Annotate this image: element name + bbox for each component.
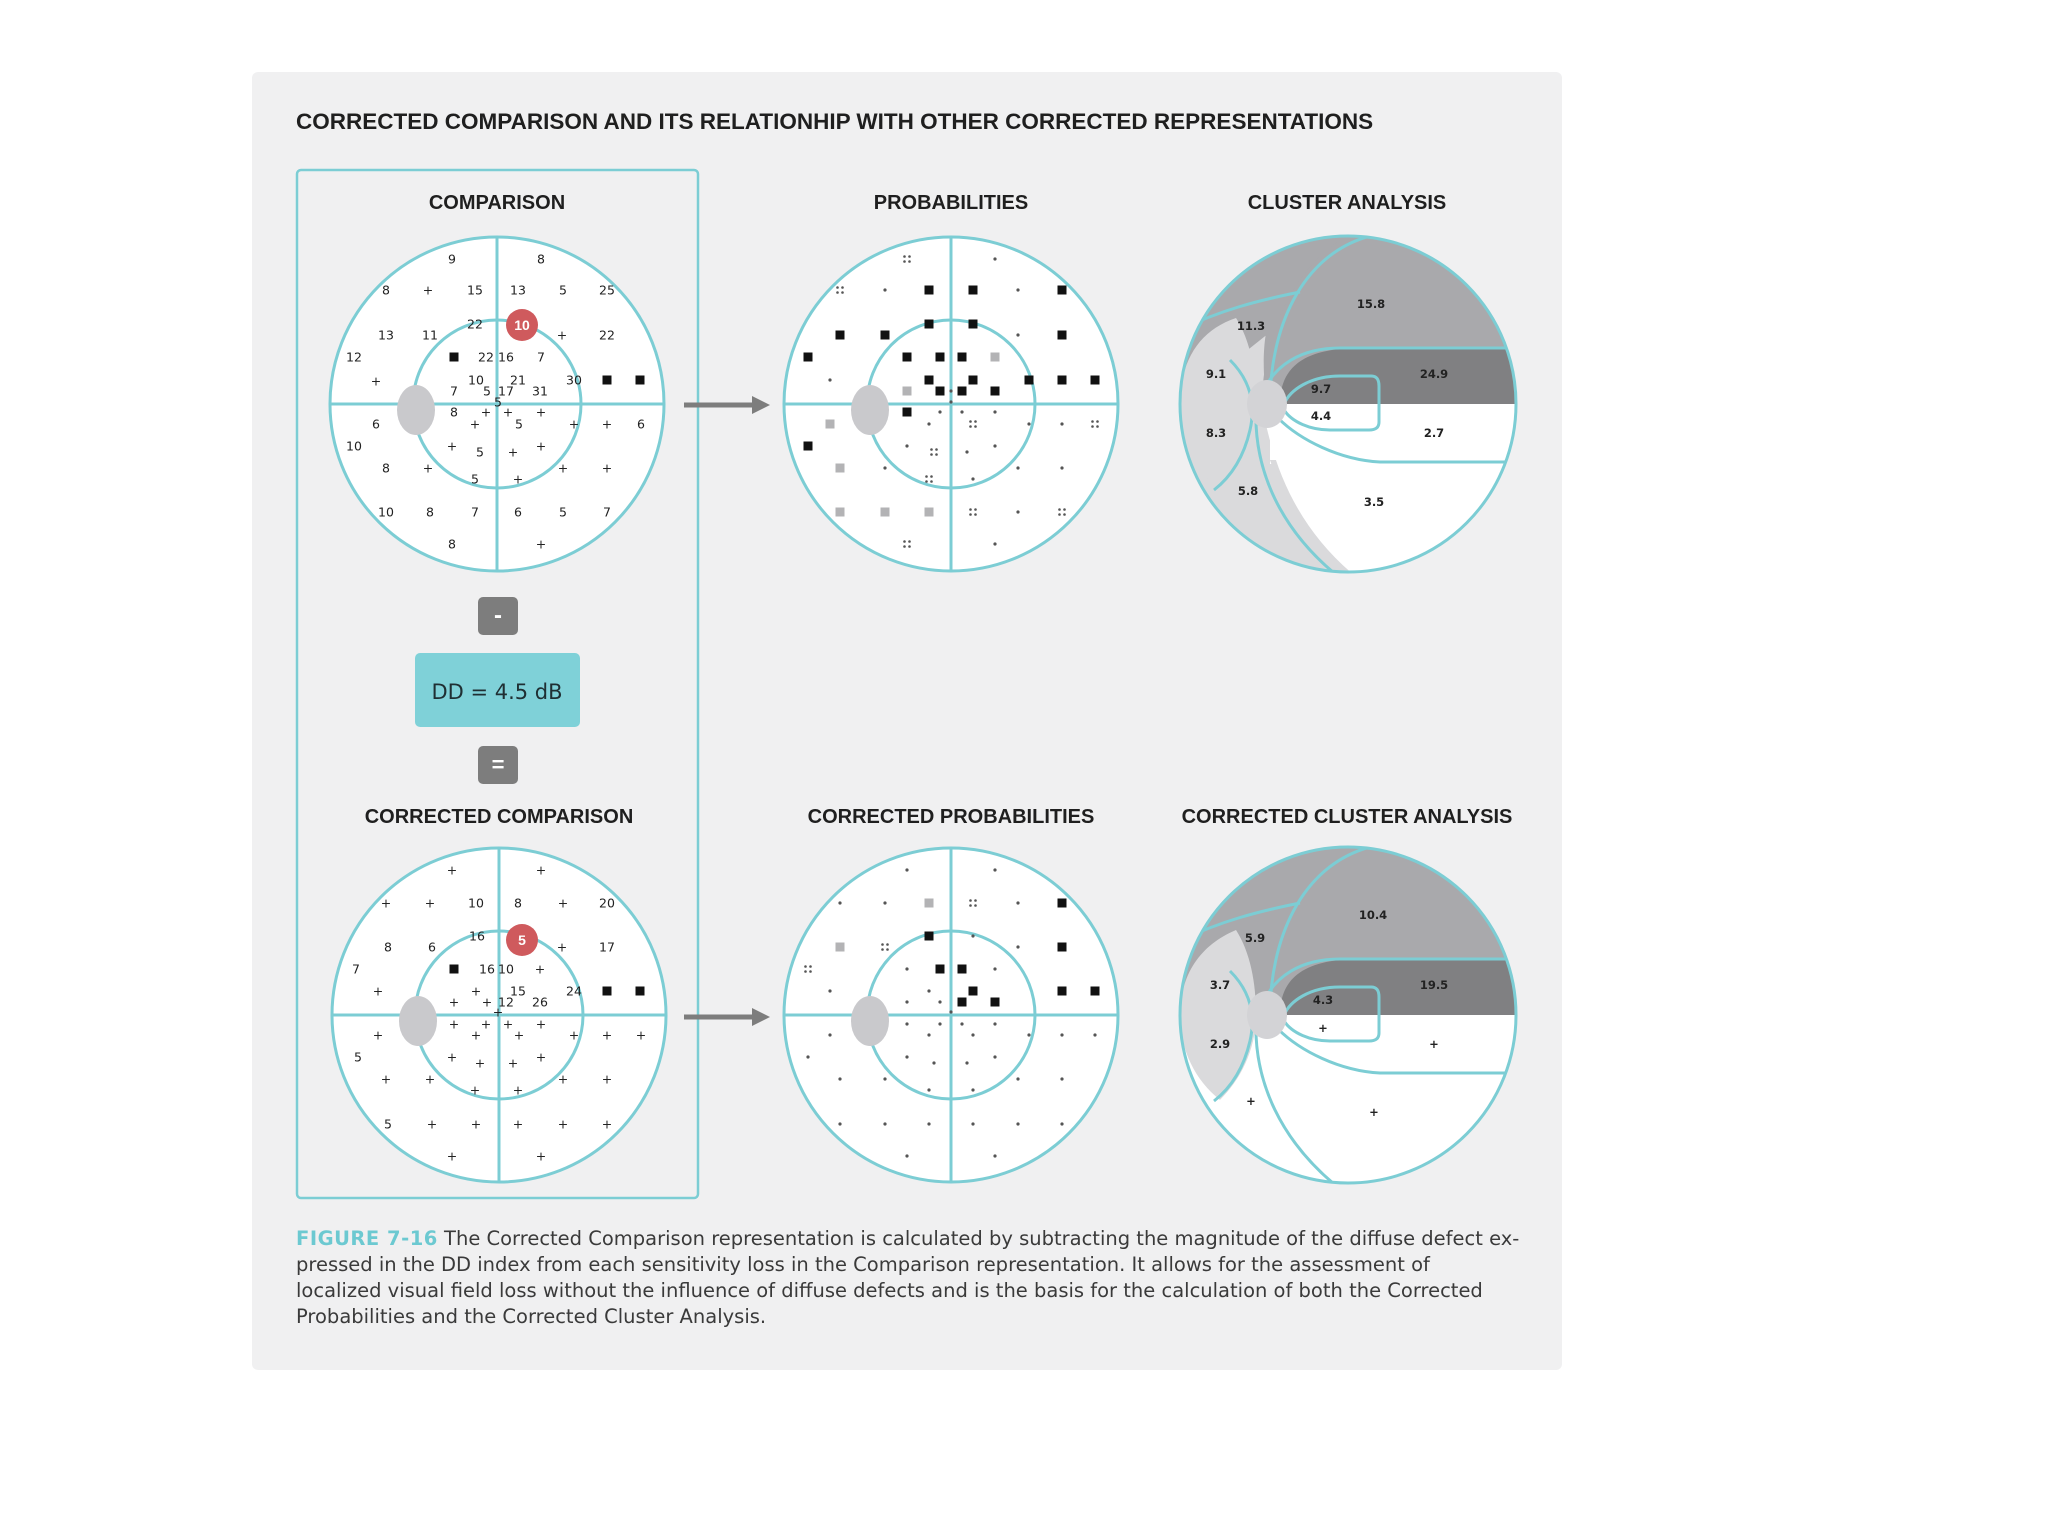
probability-symbol-black [1091,987,1100,996]
heading-probabilities: PROBABILITIES [873,192,1029,214]
probability-symbol-black [936,965,945,974]
highlight-value: 5 [518,932,526,948]
probability-symbol-dot [971,934,974,937]
sensitivity-value: + [424,895,436,911]
sensitivity-value: 22 [467,316,483,332]
equals-operator-label: = [491,752,505,777]
probability-symbol-gray [836,464,845,473]
probability-symbol-dot [1016,333,1019,336]
probability-symbol-dot [927,989,930,992]
probability-symbol-black [958,353,967,362]
sensitivity-value: 26 [532,994,548,1010]
probability-symbol-dot [927,422,930,425]
probability-symbol-dot [993,1022,996,1025]
sensitivity-value: + [372,983,384,999]
probability-symbol-dot [960,410,963,413]
cluster-value: 3.7 [1209,978,1231,993]
sensitivity-value: 6 [428,939,436,955]
sensitivity-value: 13 [378,327,394,343]
figure-caption [296,1226,1520,1330]
probability-symbol-dot [927,1088,930,1091]
probability-symbol-dot [1016,1122,1019,1125]
probability-symbol-black [903,353,912,362]
sensitivity-value: 6 [514,504,522,520]
sensitivity-value: + [480,1016,492,1032]
sensitivity-value: 10 [498,961,514,977]
cluster-value: 8.3 [1205,426,1227,441]
sensitivity-value: 5 [559,504,567,520]
sensitivity-value: + [568,1027,580,1043]
cluster-value: 4.4 [1310,409,1332,424]
sensitivity-value: 17 [498,383,514,399]
heading-comparison: COMPARISON [428,192,566,214]
probability-symbol-gray [881,508,890,517]
probability-symbol-dot [1016,510,1019,513]
sensitivity-value: 5 [515,416,523,432]
probability-symbol-dot [905,868,908,871]
probability-symbol-black [1058,943,1067,952]
corrected-probabilities-field [784,848,1118,1182]
cluster-value: + [1318,1021,1328,1036]
sensitivity-value: 16 [469,928,485,944]
sensitivity-value: + [481,994,493,1010]
probability-symbol-dot [1027,422,1030,425]
sensitivity-value: + [446,1148,458,1164]
probability-symbol-dot [938,1000,941,1003]
sensitivity-value: + [469,1082,481,1098]
probability-symbol-gray [903,387,912,396]
probability-symbol-dot [949,400,952,403]
probability-symbol-black [958,998,967,1007]
sensitivity-value: + [480,404,492,420]
corrected-cluster-analysis-field [1170,840,1530,1200]
sensitivity-value: 24 [566,983,582,999]
probability-symbol-dot [905,1055,908,1058]
dd-index-label: DD = 4.5 dB [431,680,563,704]
probability-symbol-black [1025,376,1034,385]
probability-symbol-black [903,408,912,417]
probability-symbol-dot [838,1122,841,1125]
sensitivity-value: 7 [471,504,479,520]
sensitivity-value: 8 [514,895,522,911]
probability-symbol-dot [838,1077,841,1080]
probability-symbol-dot [960,1022,963,1025]
probability-symbol-dot [993,257,996,260]
sensitivity-value: + [601,1071,613,1087]
probability-symbol-dot [905,1022,908,1025]
blind-spot [397,385,435,435]
sensitivity-value: 16 [479,961,495,977]
sensitivity-value: 8 [426,504,434,520]
sensitivity-value: 5 [384,1116,392,1132]
cluster-value: 5.9 [1244,931,1266,946]
sensitivity-value: 5 [494,394,502,410]
probability-symbol-dot [993,868,996,871]
probability-symbol-dot [1060,1122,1063,1125]
defect-square [450,965,459,974]
figure-label: FIGURE 7-16 [296,1227,438,1250]
probability-symbol-dot [883,466,886,469]
blind-spot [399,996,437,1046]
sensitivity-value: + [557,1116,569,1132]
sensitivity-value: + [370,373,382,389]
probability-symbol-dot [1016,466,1019,469]
probability-symbol-black [969,320,978,329]
sensitivity-value: + [534,961,546,977]
probability-symbol-dot [1016,288,1019,291]
cluster-value: 15.8 [1356,297,1386,312]
sensitivity-value: 5 [559,282,567,298]
probability-symbol-dot [949,1010,952,1013]
probability-symbol-black [881,331,890,340]
cluster-value: 5.8 [1237,484,1259,499]
sensitivity-value: 6 [372,416,380,432]
probability-symbol-gray [991,353,1000,362]
probability-symbol-dot [1060,1033,1063,1036]
sensitivity-value: + [422,460,434,476]
probability-symbol-black [1058,899,1067,908]
sensitivity-value: + [469,416,481,432]
sensitivity-value: + [502,404,514,420]
sensitivity-value: + [422,282,434,298]
sensitivity-value: + [635,1027,647,1043]
sensitivity-value: 30 [566,372,582,388]
probability-symbol-gray [836,943,845,952]
sensitivity-value: 22 [599,327,615,343]
probability-symbol-dot [938,1022,941,1025]
sensitivity-value: + [601,1116,613,1132]
sensitivity-value: 7 [537,349,545,365]
sensitivity-value: 7 [603,504,611,520]
probability-symbol-dot [1027,1033,1030,1036]
sensitivity-value: 7 [450,383,458,399]
cluster-value: 19.5 [1419,978,1449,993]
defect-square [603,987,612,996]
probability-symbol-dot [932,1061,935,1064]
probability-symbol-dot [1093,1033,1096,1036]
sensitivity-value: + [492,1004,504,1020]
sensitivity-value: 8 [450,404,458,420]
cluster-value: + [1246,1094,1256,1109]
sensitivity-value: + [568,416,580,432]
cluster-value: 2.9 [1209,1037,1231,1052]
sensitivity-value: 5 [483,383,491,399]
sensitivity-value: 15 [467,282,483,298]
probability-symbol-dot [971,477,974,480]
probability-symbol-dot [838,901,841,904]
figure-title: CORRECTED COMPARISON AND ITS RELATIONHIP WITH OTHER CORRECTED REPRESENTATIONS [296,109,1374,134]
sensitivity-value: 16 [498,349,514,365]
sensitivity-value: + [512,1082,524,1098]
blind-spot [1247,991,1287,1039]
probability-symbol-dot [993,1154,996,1157]
sensitivity-value: 8 [382,460,390,476]
probability-symbol-black [836,331,845,340]
probability-symbol-dot [905,967,908,970]
sensitivity-value: + [535,862,547,878]
sensitivity-value: + [601,460,613,476]
sensitivity-value: + [448,994,460,1010]
probabilities-field [784,237,1118,571]
sensitivity-value: + [513,1027,525,1043]
sensitivity-value: 5 [471,471,479,487]
sensitivity-value: + [446,862,458,878]
sensitivity-value: + [512,1116,524,1132]
probability-symbol-black [991,387,1000,396]
probability-symbol-dot [971,1033,974,1036]
probability-symbol-dot [905,444,908,447]
probability-symbol-dot [806,1055,809,1058]
blind-spot [851,385,889,435]
probability-symbol-dot [1060,1077,1063,1080]
sensitivity-value: + [512,471,524,487]
probability-symbol-dot [905,1000,908,1003]
sensitivity-value: + [502,1016,514,1032]
sensitivity-value: 5 [476,444,484,460]
corrected-comparison-field [332,848,666,1182]
cluster-value: 2.7 [1423,426,1445,441]
probability-symbol-dot [938,410,941,413]
probability-symbol-dot [927,1033,930,1036]
sensitivity-value: + [380,1071,392,1087]
sensitivity-value: + [535,404,547,420]
probability-symbol-black [925,286,934,295]
probability-symbol-black [958,387,967,396]
probability-symbol-black [804,353,813,362]
heading-cluster-analysis: CLUSTER ANALYSIS [1247,192,1447,214]
figure-caption-text: The Corrected Comparison representation is calculated by subtracting the magnitude of the diffuse defect ex-pressed in the DD index from each sensitivity loss in the Comparison representation. It allows for the assessment of localized visual field loss without the influence of diffuse defects and is the basis for the calculation of both the Corrected Probabilities and the Corrected Cluster Analysis. [296,1227,1520,1328]
sensitivity-value: + [424,1071,436,1087]
probability-symbol-dot [949,389,952,392]
heading-corrected-comparison: CORRECTED COMPARISON [364,806,634,828]
sensitivity-value: 10 [346,438,362,454]
probability-symbol-dot [965,1061,968,1064]
probability-symbol-black [991,998,1000,1007]
cluster-value: + [1369,1105,1379,1120]
probability-symbol-black [1058,376,1067,385]
probability-symbol-black [925,932,934,941]
highlight-value: 10 [514,317,530,333]
sensitivity-value: + [446,1049,458,1065]
defect-square [636,987,645,996]
probability-symbol-dot [993,410,996,413]
probability-symbol-dot [905,1154,908,1157]
probability-symbol-dot [828,1033,831,1036]
sensitivity-value: 6 [637,416,645,432]
probability-symbol-dot [883,288,886,291]
probability-symbol-dot [993,444,996,447]
probability-symbol-dot [927,1122,930,1125]
cluster-value: 24.9 [1419,367,1449,382]
probability-symbol-dot [1016,901,1019,904]
sensitivity-value: + [380,895,392,911]
blind-spot [851,996,889,1046]
defect-square [636,376,645,385]
probability-symbol-dot [883,901,886,904]
probability-symbol-black [1058,286,1067,295]
defect-square [450,353,459,362]
sensitivity-value: + [535,1148,547,1164]
cluster-value: 9.1 [1205,367,1227,382]
probability-symbol-dot [965,450,968,453]
probability-symbol-black [936,353,945,362]
sensitivity-value: 13 [510,282,526,298]
probability-symbol-black [936,387,945,396]
heading-corrected-probabilities: CORRECTED PROBABILITIES [807,806,1095,828]
probability-symbol-gray [836,508,845,517]
sensitivity-value: + [535,536,547,552]
cluster-analysis-field [1170,230,1530,590]
sensitivity-value: + [535,1016,547,1032]
sensitivity-value: 8 [382,282,390,298]
sensitivity-value: 10 [378,504,394,520]
sensitivity-value: 25 [599,282,615,298]
probability-symbol-dot [993,542,996,545]
sensitivity-value: 12 [498,994,514,1010]
cluster-value: 3.5 [1363,495,1385,510]
sensitivity-value: 12 [346,349,362,365]
sensitivity-value: 9 [448,251,456,267]
sensitivity-value: + [474,1055,486,1071]
probability-symbol-black [958,965,967,974]
sensitivity-value: 8 [448,536,456,552]
sensitivity-value: 17 [599,939,615,955]
sensitivity-value: + [446,438,458,454]
sensitivity-value: + [556,939,568,955]
probability-symbol-gray [925,508,934,517]
cluster-value: 11.3 [1236,319,1266,334]
probability-symbol-dot [883,1077,886,1080]
sensitivity-value: + [601,416,613,432]
probability-symbol-dot [828,989,831,992]
cluster-value: + [1429,1037,1439,1052]
sensitivity-value: + [535,438,547,454]
sensitivity-value: 8 [384,939,392,955]
probability-symbol-dot [1016,945,1019,948]
probability-symbol-black [969,286,978,295]
probability-symbol-gray [826,420,835,429]
probability-symbol-black [1058,987,1067,996]
sensitivity-value: 10 [468,372,484,388]
sensitivity-value: 7 [352,961,360,977]
cluster-value: 9.7 [1310,382,1332,397]
comparison-field [330,237,664,571]
sensitivity-value: + [426,1116,438,1132]
probability-symbol-dot [828,378,831,381]
sensitivity-value: + [470,1027,482,1043]
sensitivity-value: + [557,460,569,476]
sensitivity-value: 15 [510,983,526,999]
sensitivity-value: 22 [478,349,494,365]
sensitivity-value: 10 [468,895,484,911]
sensitivity-value: + [556,327,568,343]
sensitivity-value: 5 [354,1049,362,1065]
probability-symbol-dot [883,1122,886,1125]
probability-symbol-dot [1060,466,1063,469]
probability-symbol-dot [993,1055,996,1058]
sensitivity-value: + [557,1071,569,1087]
probability-symbol-black [925,320,934,329]
sensitivity-value: + [557,895,569,911]
probability-symbol-dot [971,1122,974,1125]
sensitivity-value: + [470,1116,482,1132]
cluster-value: 4.3 [1312,993,1334,1008]
probability-symbol-black [969,987,978,996]
probability-symbol-dot [971,1088,974,1091]
probability-symbol-dot [1016,1077,1019,1080]
sensitivity-value: 8 [537,251,545,267]
sensitivity-value: + [470,983,482,999]
sensitivity-value: + [507,1055,519,1071]
probability-symbol-black [804,442,813,451]
probability-symbol-gray [925,899,934,908]
probability-symbol-dot [993,967,996,970]
probability-symbol-dot [1060,422,1063,425]
sensitivity-value: 21 [510,372,526,388]
sensitivity-value: 11 [422,327,438,343]
minus-operator-label: - [494,602,502,629]
blind-spot [1247,380,1287,428]
sensitivity-value: + [601,1027,613,1043]
sensitivity-value: + [535,1049,547,1065]
probability-symbol-black [1091,376,1100,385]
sensitivity-value: + [507,444,519,460]
probability-symbol-black [925,376,934,385]
sensitivity-value: + [448,1016,460,1032]
sensitivity-value: + [372,1027,384,1043]
probability-symbol-black [969,376,978,385]
heading-corrected-cluster-analysis: CORRECTED CLUSTER ANALYSIS [1181,806,1513,828]
sensitivity-value: 20 [599,895,615,911]
defect-square [603,376,612,385]
probability-symbol-black [1058,331,1067,340]
sensitivity-value: 31 [532,383,548,399]
cluster-value: 10.4 [1358,908,1388,923]
